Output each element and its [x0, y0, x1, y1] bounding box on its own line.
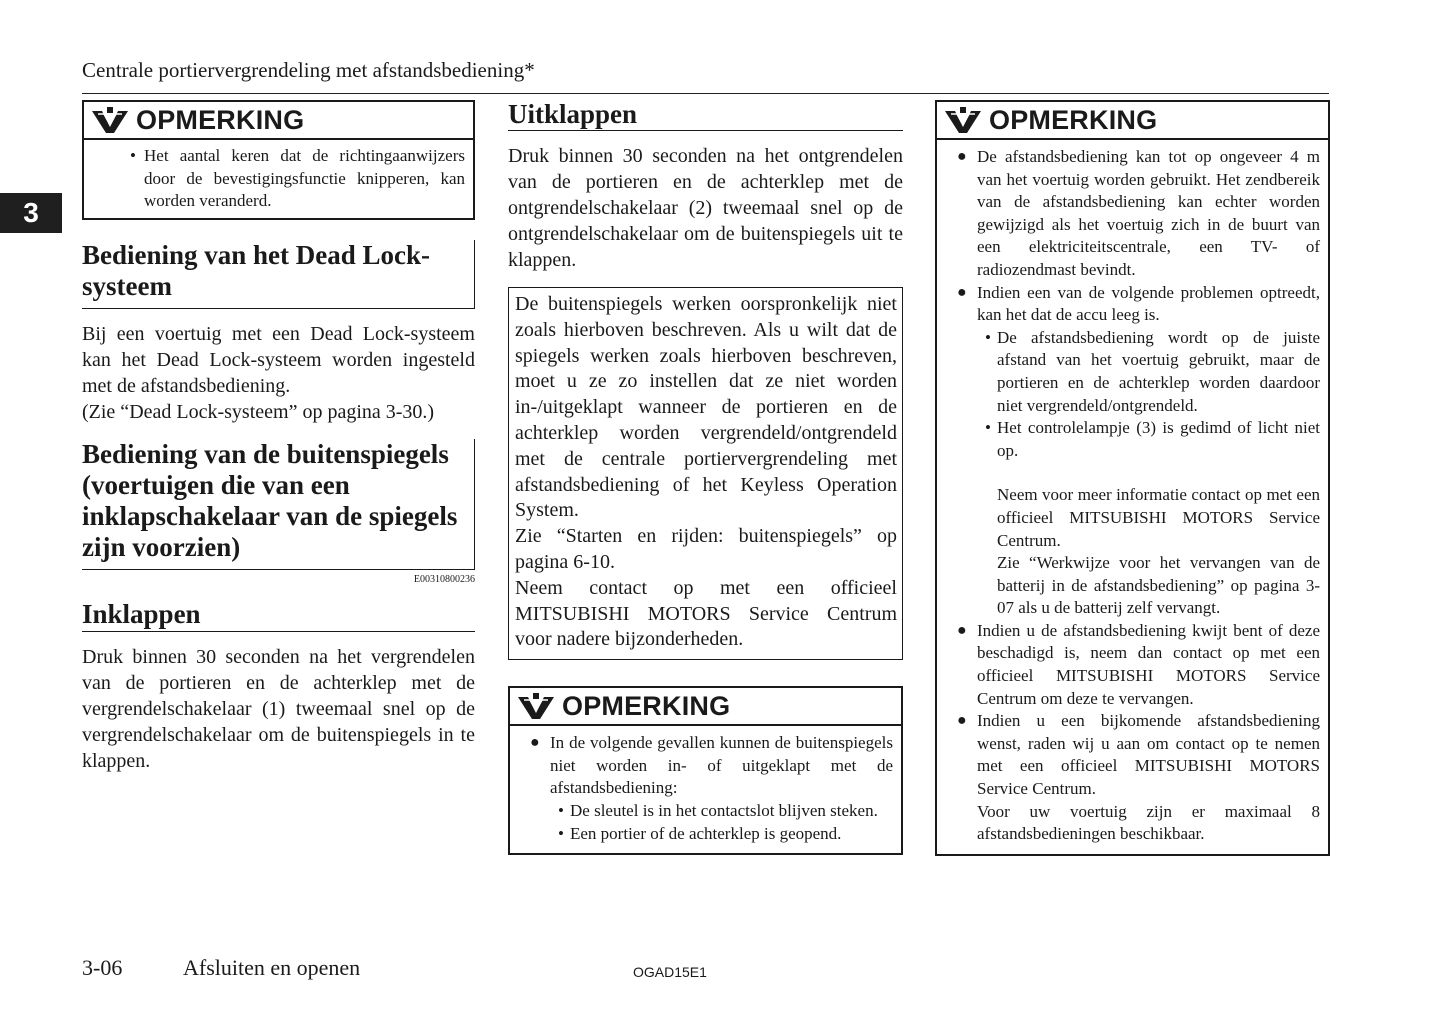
- note-bullet: ● Indien een van de volgende problemen optreedt, kan het dat de accu leeg is.: [957, 282, 1320, 327]
- column-3: [935, 100, 1330, 856]
- note-sub-item: • Het controlelampje (3) is gedimd of licht niet op.: [977, 417, 1320, 462]
- note-bullet: ● Indien u een bijkomende afstandsbediening wenst, raden wij u aan om contact op te nemen met een officieel MITSUBISHI MOTORS Service Centrum.: [957, 710, 1320, 800]
- info-paragraph: De buitenspiegels werken oorspronkelijk niet zoals hierboven beschreven. Als u wilt dat de spiegels werken zoals hierboven beschreven, moet u ze zo instellen dat ze niet worden in-/uitgeklapt wanneer de portieren en de achterklep worden vergrendeld/ontgrendeld met de centrale portiervergrendeling met afstandsbediening of het Keyless Operation System.: [515, 293, 897, 522]
- deadlock-section: [82, 240, 475, 425]
- sub-heading: Inklappen: [82, 599, 475, 632]
- note-sub-item: • De afstandsbediening wordt op de juiste afstand van het voertuig gebruikt, maar de portieren en de achterklep worden daardoor niet vergrendeld/ontgrendeld.: [977, 327, 1320, 417]
- section-code: E00310800236: [413, 573, 475, 585]
- uitklappen-section: [508, 100, 903, 273]
- sub-heading: Uitklappen: [508, 100, 903, 131]
- note-paragraph: Zie “Werkwijze voor het vervangen van de batterij in de afstandsbediening” op pagina 3-07 als u de batterij zelf vervangt.: [997, 553, 1320, 618]
- note-sub-item: • Een portier of de achterklep is geopend.: [550, 823, 893, 846]
- document-code: OGAD15E1: [633, 964, 707, 980]
- column-2: [508, 100, 903, 855]
- paragraph: Bij een voertuig met een Dead Lock-systeem kan het Dead Lock-systeem worden ingesteld met de afstandsbediening.: [82, 322, 475, 397]
- page-number: 3-06: [82, 955, 123, 980]
- note-item: • Het aantal keren dat de richtingaanwijzers door de bevestigingsfunctie knipperen, kan worden veranderd.: [130, 145, 465, 213]
- note-body: [84, 140, 473, 218]
- section-heading: Bediening van de buitenspiegels (voertuigen die van een inklapschakelaar van de spiegels zijn voorzien): [82, 439, 475, 570]
- note-box: [935, 100, 1330, 856]
- note-hand-icon: [90, 105, 130, 135]
- note-body: [937, 140, 1328, 854]
- note-box: [82, 100, 475, 220]
- info-paragraph: Neem contact op met een officieel MITSUBISHI MOTORS Service Centrum voor nadere bijzonderheden.: [515, 576, 897, 651]
- mirrors-section: [82, 439, 475, 585]
- info-paragraph: Zie “Starten en rijden: buitenspiegels” op pagina 6-10.: [515, 525, 897, 573]
- inklappen-section: [82, 599, 475, 774]
- footer-section-title: Afsluiten en openen: [183, 955, 361, 980]
- paragraph: Druk binnen 30 seconden na het vergrendelen van de portieren en de achterklep met de vergrendelschakelaar (1) tweemaal snel op de vergrendelschakelaar om de buitenspiegels in te klappen.: [82, 645, 475, 772]
- note-title: OPMERKING: [989, 104, 1158, 135]
- note-bullet: ● De afstandsbediening kan tot op ongeveer 4 m van het voertuig worden gebruikt. Het zendbereik van de afstandsbediening kan echter worden gewijzigd als het voertuig zich in de buurt van een elektriciteitscentrale, een TV- of radiozendmast bevindt.: [957, 146, 1320, 282]
- info-box: [508, 287, 903, 660]
- note-hand-icon: [516, 691, 556, 721]
- column-1: [82, 100, 475, 774]
- note-hand-icon: [943, 105, 983, 135]
- note-body: [510, 726, 901, 853]
- note-title: OPMERKING: [136, 104, 305, 135]
- note-paragraph: Neem voor meer informatie contact op met een officieel MITSUBISHI MOTORS Service Centrum.: [997, 485, 1320, 550]
- chapter-tab: 3: [0, 193, 62, 233]
- running-header: Centrale portiervergrendeling met afstandsbediening*: [82, 58, 535, 82]
- note-sub-item: • De sleutel is in het contactslot blijven steken.: [550, 800, 893, 823]
- note-box: [508, 686, 903, 855]
- section-heading: Bediening van het Dead Lock-systeem: [82, 240, 475, 309]
- note-header: [510, 688, 901, 726]
- note-bullet: ● In de volgende gevallen kunnen de buitenspiegels niet worden in- of uitgeklapt met de afstandsbediening:: [530, 732, 893, 800]
- paragraph: Druk binnen 30 seconden na het ontgrendelen van de portieren en de achterklep met de ontgrendelschakelaar (2) tweemaal snel op de ontgrendelschakelaar om de buitenspiegels uit te klappen.: [508, 145, 903, 271]
- paragraph: (Zie “Dead Lock-systeem” op pagina 3-30.): [82, 400, 435, 423]
- note-header: [84, 102, 473, 140]
- note-header: [937, 102, 1328, 140]
- note-bullet: ● Indien u de afstandsbediening kwijt bent of deze beschadigd is, neem dan contact op met een officieel MITSUBISHI MOTORS Service Centrum om deze te vervangen.: [957, 620, 1320, 710]
- header-rule: [82, 93, 1329, 94]
- note-title: OPMERKING: [562, 690, 731, 721]
- note-paragraph: Voor uw voertuig zijn er maximaal 8 afstandsbedieningen beschikbaar.: [977, 801, 1320, 844]
